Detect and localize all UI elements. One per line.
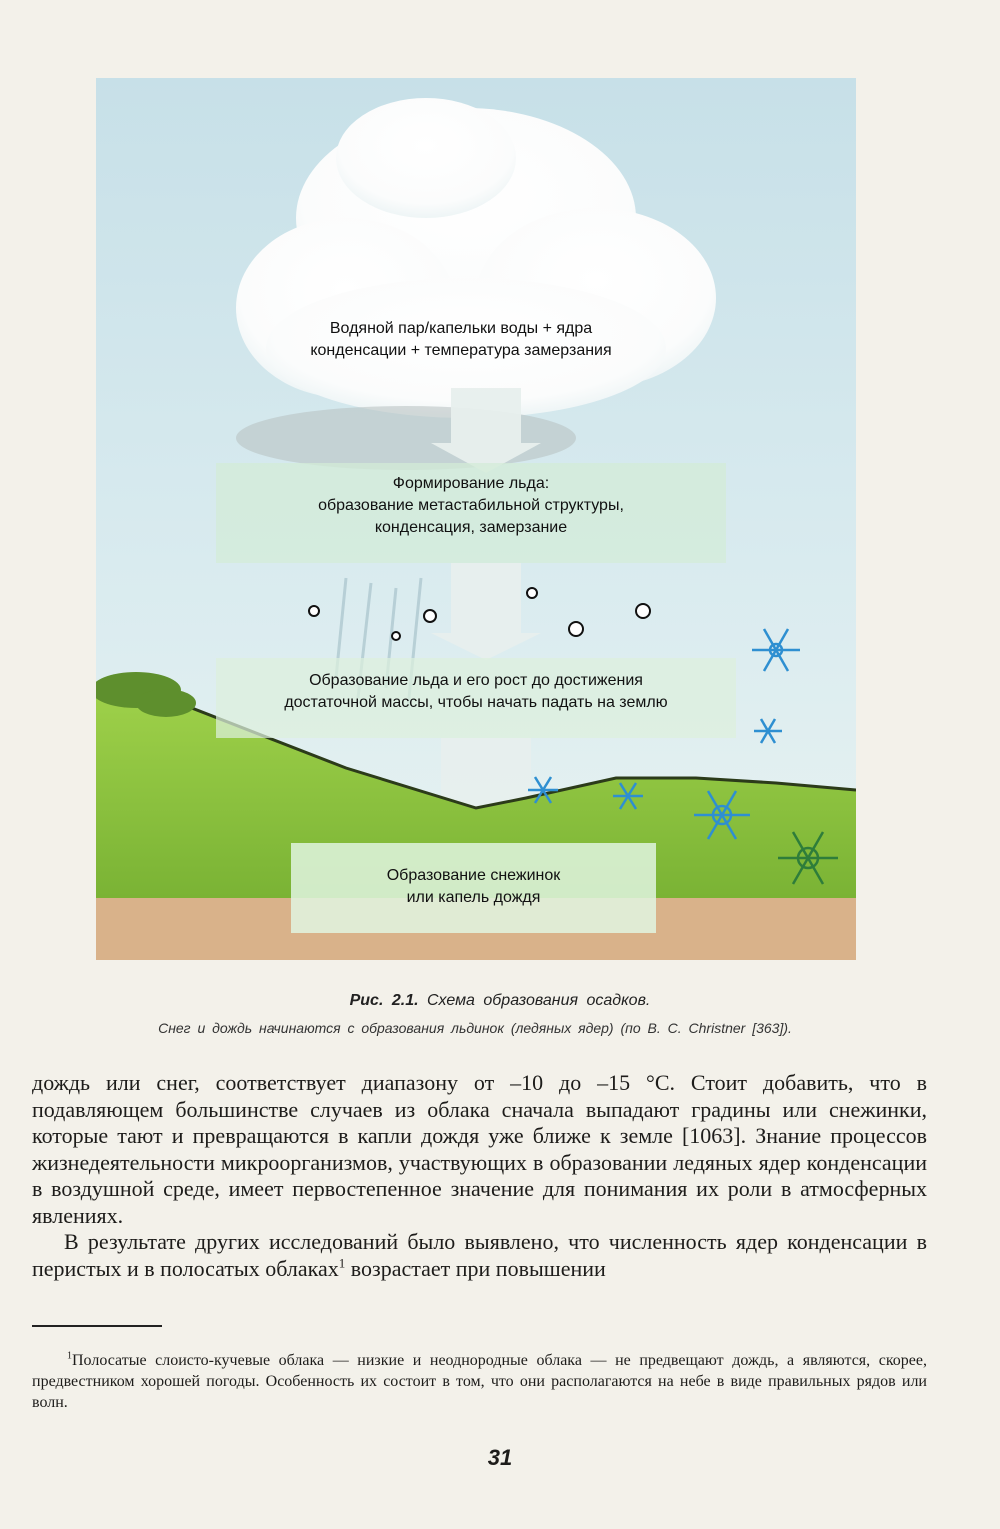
footnote xyxy=(32,1350,927,1413)
process-box-snowflakes xyxy=(291,843,656,933)
body-text xyxy=(32,1070,927,1282)
footnote-reference[interactable]: 1 xyxy=(338,1255,346,1271)
page-number: 31 xyxy=(487,1445,513,1470)
paragraph-2-text-a: В результате других исследований было выявлено, что численность ядер конденсации в перистых и в полосатых облаках xyxy=(32,1229,927,1281)
footnote-marker: 1 xyxy=(67,1350,72,1362)
figure-caption-title xyxy=(0,992,1000,1010)
paragraph-1: дождь или снег, соответствует диапазону от –10 до –15 °С. Стоит добавить, что в подавляющем большинстве случаев из облака сначала выпадают градины или снежинки, которые тают и превращаются в капли дождя уже ближе к земле [1063]. Знание процессов жизнедеятельности микроорганизмов, участвующих в образовании ледяных ядер конденсации в воздушной среде, имеет первостепенное значение для понимания их роли в атмосферных явлениях. xyxy=(32,1070,927,1228)
box-4-line-2: или капель дождя xyxy=(406,889,541,906)
footnote-text: Полосатые слоисто-кучевые облака — низкие и неоднородные облака — не предвещают дождь, а являются, скорее, предвестником хорошей погоды. Особенность их состоит в том, что они располагаются на небе в виде правильных рядов или волн. xyxy=(32,1352,927,1411)
box-4-line-1: Образование снежинок xyxy=(386,867,561,884)
box-2-line-3: конденсация, замерзание xyxy=(374,519,568,536)
process-box-water-vapor xyxy=(286,308,636,390)
box-1-line-2: конденсации + температура замерзания xyxy=(310,342,612,359)
paragraph-2 xyxy=(32,1229,927,1282)
paragraph-2-text-b: возрастает при повышении xyxy=(345,1255,606,1281)
precipitation-figure xyxy=(96,78,856,960)
box-3-line-1: Образование льда и его рост до достижения xyxy=(309,672,643,689)
figure-caption-subtitle: Снег и дождь начинаются с образования льдинок (ледяных ядер) (по B. C. Christner [363]). xyxy=(158,1020,792,1036)
process-box-ice-growth xyxy=(216,658,736,738)
box-3-line-2: достаточной массы, чтобы начать падать на землю xyxy=(284,694,668,711)
process-box-ice-formation xyxy=(216,463,726,563)
footnote-divider xyxy=(32,1325,162,1327)
cloud-shadow xyxy=(236,406,576,470)
box-2-line-2: образование метастабильной структуры, xyxy=(318,497,624,514)
box-2-line-1: Формирование льда: xyxy=(392,475,550,492)
figure-label: Рис. 2.1. xyxy=(349,992,419,1009)
figure-title: Схема образования осадков. xyxy=(426,992,651,1009)
box-1-line-1: Водяной пар/капельки воды + ядра xyxy=(329,320,593,337)
